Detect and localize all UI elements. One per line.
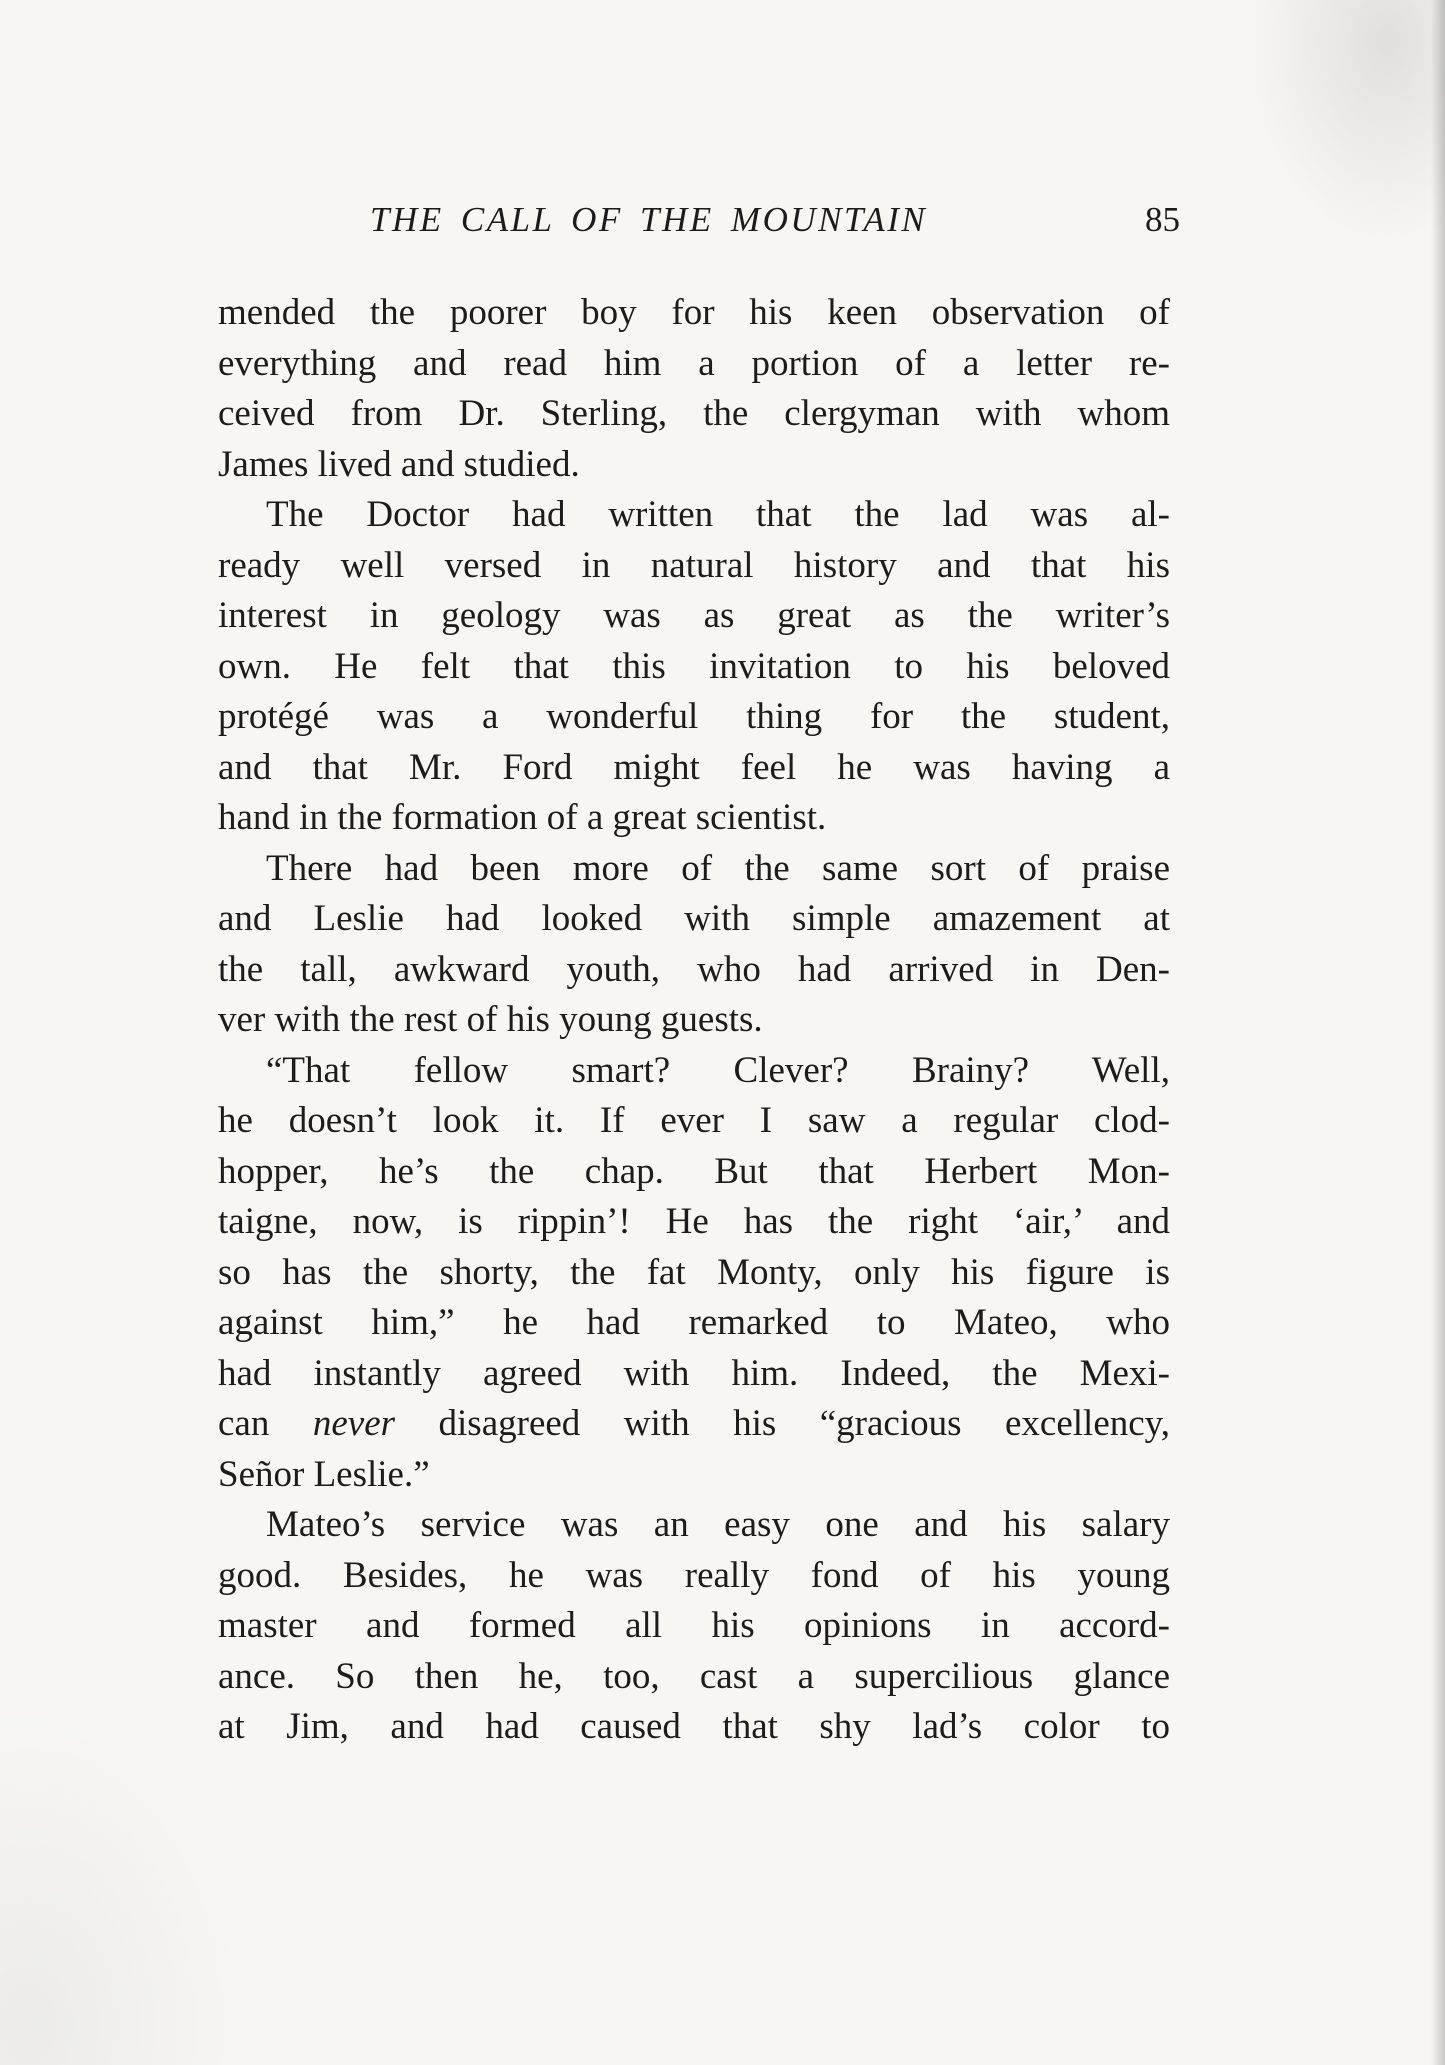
paragraph-start-line: The Doctor had written that the lad was al- — [266, 494, 1170, 535]
text-line: ance. So then he, too, cast a supercilious glance — [218, 1655, 1170, 1697]
text-line: hand in the formation of a great scientist. — [218, 797, 827, 838]
text-line: ver with the rest of his young guests. — [218, 999, 763, 1040]
text-line: taigne, now, is rippin’! He has the right ‘air,’ and — [218, 1201, 1170, 1242]
text-line: at Jim, and had caused that shy lad’s color to — [218, 1706, 1170, 1747]
text-line: own. He felt that this invitation to his beloved — [218, 645, 1170, 687]
text-line: interest in geology was as great as the writer’s — [218, 595, 1170, 636]
paragraph-start-line: Mateo’s service was an easy one and his salary — [266, 1504, 1170, 1545]
text-line: so has the shorty, the fat Monty, only his figure is — [218, 1251, 1170, 1293]
text-line: James lived and studied. — [218, 443, 580, 485]
paragraph-start-line: There had been more of the same sort of praise — [266, 847, 1170, 889]
text-line: master and formed all his opinions in accord- — [218, 1605, 1170, 1646]
text-line: Señor Leslie.” — [218, 1453, 430, 1495]
text-line: ready well versed in natural history and that his — [218, 544, 1170, 586]
text-line: against him,” he had remarked to Mateo, who — [218, 1302, 1170, 1343]
text-line: ceived from Dr. Sterling, the clergyman with whom — [218, 393, 1170, 434]
text-fragment: can — [218, 1403, 270, 1444]
page-edge-shadow — [1431, 0, 1445, 2065]
text-line: everything and read him a portion of a letter re- — [218, 342, 1170, 384]
italic-emphasis: never — [312, 1403, 396, 1444]
text-line: he doesn’t look it. If ever I saw a regular clod- — [218, 1100, 1170, 1141]
text-line: and Leslie had looked with simple amazement at — [218, 898, 1170, 939]
text-line: protégé was a wonderful thing for the student, — [218, 696, 1170, 737]
text-line: hopper, he’s the chap. But that Herbert Mon- — [218, 1150, 1170, 1192]
text-line: had instantly agreed with him. Indeed, the Mexi- — [218, 1352, 1170, 1394]
text-line: and that Mr. Ford might feel he was having a — [218, 746, 1170, 788]
page-header — [370, 200, 1180, 250]
text-line: mended the poorer boy for his keen observation of — [218, 292, 1170, 333]
body-text — [218, 288, 1170, 1753]
running-title: THE CALL OF THE MOUNTAIN — [370, 200, 928, 239]
text-line-with-italic — [218, 1399, 1170, 1450]
page-number: 85 — [1145, 200, 1180, 239]
paragraph-start-line: “That fellow smart? Clever? Brainy? Well, — [266, 1049, 1170, 1091]
text-fragment: disagreed with his “gracious excellency, — [438, 1403, 1170, 1444]
text-line: the tall, awkward youth, who had arrived in Den- — [218, 948, 1170, 990]
text-line: good. Besides, he was really fond of his young — [218, 1554, 1170, 1596]
